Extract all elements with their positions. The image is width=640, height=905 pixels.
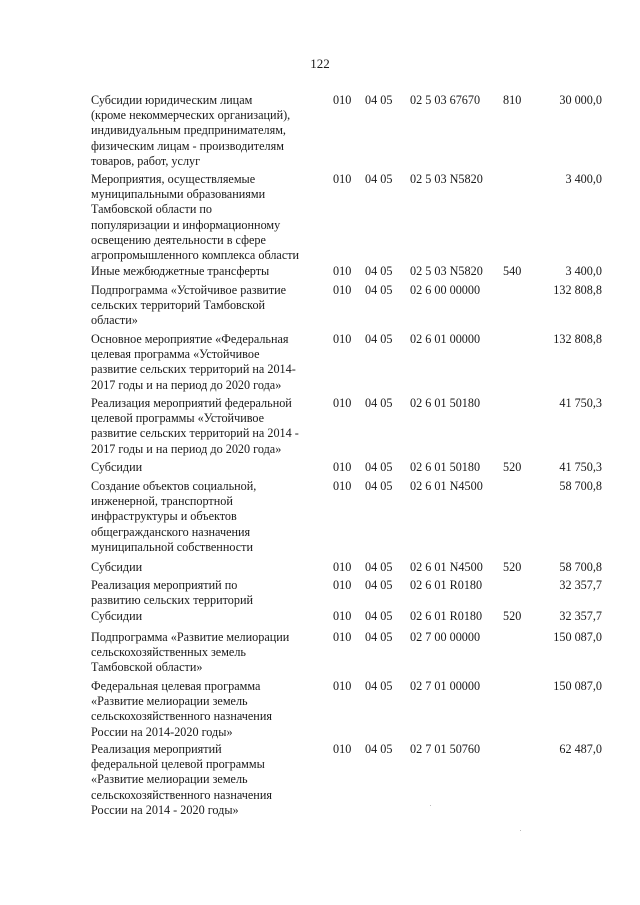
row-description (91, 283, 327, 329)
expense-type-code: 520 (503, 460, 522, 474)
section-code: 04 05 (365, 560, 393, 574)
section-code: 04 05 (365, 283, 393, 297)
amount: 58 700,8 (559, 479, 602, 493)
description-line: Основное мероприятие «Федеральная (91, 332, 289, 346)
description-line: развитие сельских территорий на 2014- (91, 362, 296, 377)
description-line: общегражданского назначения (91, 524, 251, 539)
description-line: Субсидии (91, 460, 143, 474)
ministry-code: 010 (333, 172, 352, 186)
amount: 58 700,8 (559, 560, 602, 574)
expense-type-code: 810 (503, 93, 522, 107)
target-article-code: 02 6 01 50180 (410, 396, 481, 410)
description-line: Реализация мероприятий федеральной (91, 396, 292, 410)
description-line: Мероприятия, осуществляемые (91, 172, 256, 186)
section-code: 04 05 (365, 264, 393, 278)
row-description (91, 679, 327, 740)
description-line: популяризации и информационному (91, 217, 281, 232)
target-article-code: 02 5 03 N5820 (410, 264, 483, 278)
row-description (91, 93, 327, 169)
target-article-code: 02 6 01 N4500 (410, 479, 483, 493)
description-line: федеральной целевой программы (91, 757, 265, 772)
row-description (91, 560, 327, 575)
description-line: целевая программа «Устойчивое (91, 347, 260, 362)
ministry-code: 010 (333, 283, 352, 297)
section-code: 04 05 (365, 332, 393, 346)
section-code: 04 05 (365, 460, 393, 474)
page-number: 122 (310, 56, 330, 71)
target-article-code: 02 6 01 R0180 (410, 578, 483, 592)
row-description (91, 578, 327, 608)
description-line: муниципальной собственности (91, 539, 253, 554)
expense-type-code: 540 (503, 264, 522, 278)
amount: 41 750,3 (559, 396, 602, 410)
description-line: 2017 годы и на период до 2020 года» (91, 441, 282, 456)
target-article-code: 02 5 03 67670 (410, 93, 481, 107)
target-article-code: 02 6 00 00000 (410, 283, 481, 297)
row-description (91, 264, 327, 279)
amount: 62 487,0 (559, 742, 602, 756)
row-description (91, 332, 327, 393)
description-line: Субсидии (91, 560, 143, 574)
description-line: сельскохозяйственных земель (91, 645, 246, 660)
ministry-code: 010 (333, 742, 352, 756)
section-code: 04 05 (365, 479, 393, 493)
row-description (91, 630, 327, 676)
description-line: области» (91, 313, 138, 328)
scan-speck (520, 830, 521, 831)
description-line: индивидуальным предпринимателям, (91, 123, 286, 138)
ministry-code: 010 (333, 630, 352, 644)
description-line: целевой программы «Устойчивое (91, 411, 265, 426)
description-line: товаров, работ, услуг (91, 153, 201, 168)
description-line: Создание объектов социальной, (91, 479, 257, 493)
description-line: инженерной, транспортной (91, 494, 233, 509)
row-description (91, 479, 327, 555)
ministry-code: 010 (333, 560, 352, 574)
row-description (91, 172, 327, 263)
description-line: муниципальными образованиями (91, 187, 266, 202)
description-line: Подпрограмма «Устойчивое развитие (91, 283, 287, 297)
scan-speck (430, 805, 431, 806)
target-article-code: 02 7 01 00000 (410, 679, 481, 693)
description-line: инфраструктуры и объектов (91, 509, 237, 524)
amount: 132 808,8 (553, 283, 602, 297)
target-article-code: 02 6 01 R0180 (410, 609, 483, 623)
ministry-code: 010 (333, 460, 352, 474)
target-article-code: 02 5 03 N5820 (410, 172, 483, 186)
ministry-code: 010 (333, 578, 352, 592)
description-line: России на 2014 - 2020 годы» (91, 802, 239, 817)
amount: 150 087,0 (553, 679, 602, 693)
target-article-code: 02 6 01 N4500 (410, 560, 483, 574)
description-line: Иные межбюджетные трансферты (91, 264, 270, 278)
description-line: агропромышленного комплекса области (91, 248, 300, 263)
section-code: 04 05 (365, 609, 393, 623)
description-line: Тамбовской области по (91, 202, 213, 217)
section-code: 04 05 (365, 396, 393, 410)
amount: 132 808,8 (553, 332, 602, 346)
section-code: 04 05 (365, 93, 393, 107)
description-line: 2017 годы и на период до 2020 года» (91, 377, 282, 392)
description-line: сельских территорий Тамбовской (91, 298, 266, 313)
description-line: Федеральная целевая программа (91, 679, 261, 693)
ministry-code: 010 (333, 679, 352, 693)
description-line: «Развитие мелиорации земель (91, 694, 248, 709)
ministry-code: 010 (333, 609, 352, 623)
target-article-code: 02 7 00 00000 (410, 630, 481, 644)
amount: 30 000,0 (559, 93, 602, 107)
description-line: освещению деятельности в сфере (91, 232, 266, 247)
amount: 41 750,3 (559, 460, 602, 474)
section-code: 04 05 (365, 679, 393, 693)
ministry-code: 010 (333, 93, 352, 107)
expense-type-code: 520 (503, 560, 522, 574)
ministry-code: 010 (333, 332, 352, 346)
description-line: (кроме некоммерческих организаций), (91, 108, 291, 123)
amount: 3 400,0 (565, 172, 602, 186)
amount: 32 357,7 (559, 609, 602, 623)
row-description (91, 742, 327, 818)
target-article-code: 02 7 01 50760 (410, 742, 481, 756)
section-code: 04 05 (365, 630, 393, 644)
ministry-code: 010 (333, 264, 352, 278)
amount: 150 087,0 (553, 630, 602, 644)
row-description (91, 396, 327, 457)
amount: 32 357,7 (559, 578, 602, 592)
description-line: развитие сельских территорий на 2014 - (91, 426, 299, 441)
target-article-code: 02 6 01 00000 (410, 332, 481, 346)
description-line: сельскохозяйственного назначения (91, 787, 272, 802)
amount: 3 400,0 (565, 264, 602, 278)
description-line: Субсидии (91, 609, 143, 623)
description-line: сельскохозяйственного назначения (91, 709, 272, 724)
row-description (91, 609, 327, 624)
section-code: 04 05 (365, 172, 393, 186)
description-line: Реализация мероприятий по (91, 578, 238, 592)
row-description (91, 460, 327, 475)
description-line: Реализация мероприятий (91, 742, 222, 756)
section-code: 04 05 (365, 578, 393, 592)
description-line: «Развитие мелиорации земель (91, 772, 248, 787)
ministry-code: 010 (333, 479, 352, 493)
description-line: развитию сельских территорий (91, 593, 254, 608)
description-line: Подпрограмма «Развитие мелиорации (91, 630, 290, 644)
target-article-code: 02 6 01 50180 (410, 460, 481, 474)
description-line: Тамбовской области» (91, 660, 203, 675)
section-code: 04 05 (365, 742, 393, 756)
ministry-code: 010 (333, 396, 352, 410)
description-line: Субсидии юридическим лицам (91, 93, 253, 107)
expense-type-code: 520 (503, 609, 522, 623)
description-line: физическим лицам - производителям (91, 138, 284, 153)
description-line: России на 2014-2020 годы» (91, 724, 233, 739)
